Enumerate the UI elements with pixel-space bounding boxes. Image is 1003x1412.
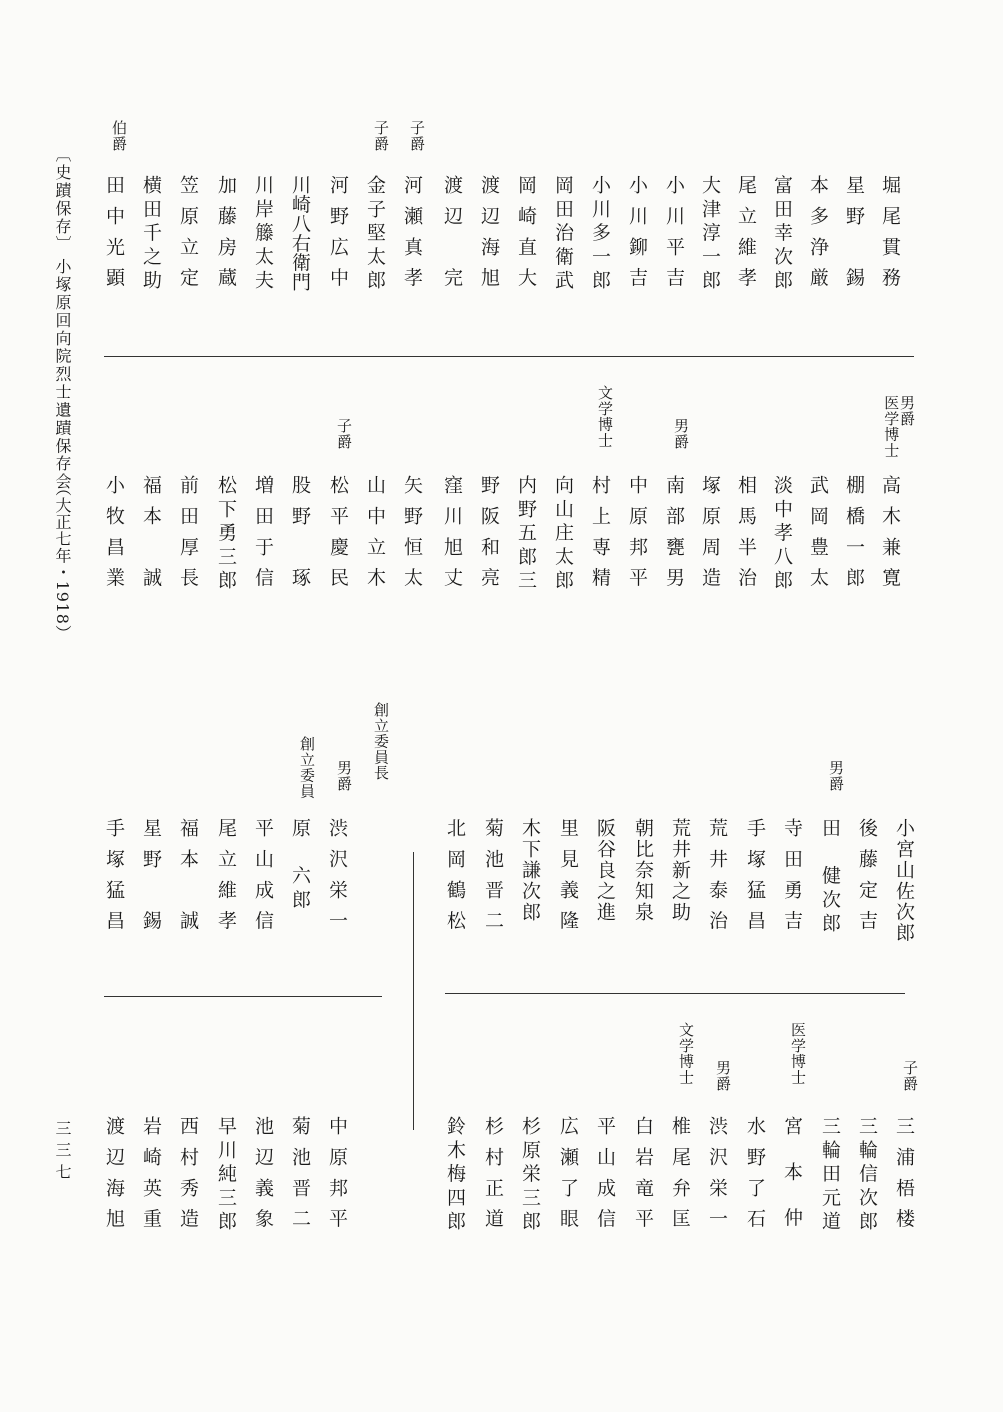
name-entry: 松下勇三郎 [215, 475, 237, 594]
role-title: 創立委員長 [372, 702, 390, 781]
name-entry: 早川純三郎 [215, 1116, 237, 1235]
name-entry: 前田厚長 [177, 475, 199, 599]
name-entry: 三輪信次郎 [856, 1116, 878, 1235]
name-entry: 原 六郎 [289, 818, 311, 913]
name-entry: 星野 錫 [140, 818, 162, 942]
name-entry: 平山成信 [252, 818, 274, 942]
name-entry: 水野了石 [744, 1116, 766, 1240]
name-entry: 星野 錫 [843, 175, 865, 299]
page-number: 三三七 [53, 1120, 72, 1185]
title-label [400, 120, 424, 152]
title-label [327, 760, 351, 792]
title-label [669, 1022, 693, 1085]
name-entry: 尾立維孝 [735, 175, 757, 299]
name-entry: 内野五郎三 [515, 475, 537, 594]
name-entry: 菊池晋二 [482, 818, 504, 942]
name-entry: 荒井泰治 [706, 818, 728, 942]
name-entry: 武岡豊太 [807, 475, 829, 599]
name-entry: 河野広中 [327, 175, 349, 299]
name-entry: 中原邦平 [626, 475, 648, 599]
name-entry: 椎尾弁匡 [669, 1116, 691, 1240]
rank-title: 子爵 [408, 120, 426, 152]
name-entry: 富田幸次郎 [771, 175, 793, 294]
name-entry: 小川平吉 [663, 175, 685, 299]
name-entry: 寺田勇吉 [781, 818, 803, 942]
name-entry: 尾立維孝 [215, 818, 237, 942]
title-label [893, 1060, 917, 1092]
name-entry: 手塚猛昌 [744, 818, 766, 942]
name-entry: 矢野恒太 [401, 475, 423, 599]
name-entry: 笠原立定 [177, 175, 199, 299]
name-entry: 中原邦平 [326, 1116, 348, 1240]
name-entry: 三輪田元道 [819, 1116, 841, 1235]
name-entry: 渋沢栄一 [326, 818, 348, 942]
title-label [874, 395, 914, 458]
title-label [819, 760, 843, 792]
role-title: 創立委員 [298, 736, 316, 799]
name-entry: 堀尾貫務 [879, 175, 901, 299]
name-entry: 白岩竜平 [632, 1116, 654, 1240]
name-entry: 川崎八右衛門 [289, 175, 311, 292]
rank-title: 子爵 [335, 418, 353, 450]
name-entry: 三浦梧楼 [893, 1116, 915, 1240]
date-label: （大正七年・1918） [53, 480, 72, 642]
name-entry: 相馬半治 [735, 475, 757, 599]
name-entry: 福本 誠 [177, 818, 199, 942]
rank-title: 男爵 [672, 418, 690, 450]
title-label [102, 120, 126, 152]
rank-title: 男爵 [898, 395, 916, 427]
name-entry: 本多浄厳 [807, 175, 829, 299]
name-entry: 北岡鶴松 [444, 818, 466, 942]
divider-line [445, 993, 905, 994]
rank-title: 男爵 [335, 760, 353, 792]
name-entry: 山中立木 [364, 475, 386, 599]
divider-line [104, 996, 382, 997]
title-label [290, 736, 314, 799]
name-entry: 小牧昌業 [103, 475, 125, 599]
name-entry: 菊池晋二 [289, 1116, 311, 1240]
name-entry: 後藤定吉 [856, 818, 878, 942]
name-entry: 福本 誠 [140, 475, 162, 599]
name-entry: 窪川旭丈 [441, 475, 463, 599]
name-entry: 横田千之助 [140, 175, 162, 294]
name-entry: 木下謙次郎 [519, 818, 541, 923]
name-entry: 田中光顕 [103, 175, 125, 299]
name-entry: 小川鉚吉 [626, 175, 648, 299]
rank-title: 伯爵 [110, 120, 128, 152]
name-entry: 加藤房蔵 [215, 175, 237, 299]
rank-title: 子爵 [372, 120, 390, 152]
name-entry: 河瀬真孝 [401, 175, 423, 299]
name-entry: 渡辺 完 [441, 175, 463, 299]
name-entry: 渡辺海旭 [103, 1116, 125, 1240]
publisher-label: 小塚原回向院烈士遺蹟保存会 [53, 258, 72, 491]
rank-title: 子爵 [901, 1060, 919, 1092]
name-entry: 西村秀造 [177, 1116, 199, 1240]
name-entry: 棚橋一郎 [843, 475, 865, 599]
name-entry: 杉原栄三郎 [519, 1116, 541, 1235]
name-entry: 増田于信 [252, 475, 274, 599]
name-entry: 股野 琢 [289, 475, 311, 599]
name-entry: 宮 本 仲 [781, 1116, 803, 1230]
name-entry: 荒井新之助 [669, 818, 691, 923]
section-label: 〔史蹟保存〕 [53, 146, 72, 254]
name-entry: 川岸籐太夫 [252, 175, 274, 294]
name-entry: 岩崎英重 [140, 1116, 162, 1240]
name-entry: 阪谷良之進 [594, 818, 616, 923]
name-entry: 岡崎直大 [515, 175, 537, 299]
name-entry: 田 健次郎 [819, 818, 841, 937]
title-label [706, 1060, 730, 1092]
divider-line [104, 356, 914, 357]
name-entry: 金子堅太郎 [364, 175, 386, 294]
name-entry: 渋沢栄一 [706, 1116, 728, 1240]
name-entry: 里見義隆 [557, 818, 579, 942]
name-entry: 南部甕男 [663, 475, 685, 599]
degree-title: 文学博士 [596, 385, 614, 448]
name-entry: 松平慶民 [327, 475, 349, 599]
name-entry: 手塚猛昌 [103, 818, 125, 942]
name-entry: 大津淳一郎 [699, 175, 721, 294]
name-entry: 高木兼寛 [879, 475, 901, 599]
degree-title: 医学博士 [789, 1022, 807, 1085]
name-entry: 広瀬了眼 [557, 1116, 579, 1240]
name-entry: 渡辺海旭 [478, 175, 500, 299]
vertical-divider [413, 852, 414, 1130]
name-entry: 塚原周造 [699, 475, 721, 599]
name-entry: 杉村正道 [482, 1116, 504, 1240]
degree-title: 文学博士 [677, 1022, 695, 1085]
name-entry: 向山庄太郎 [552, 475, 574, 594]
name-entry: 小川多一郎 [589, 175, 611, 294]
name-entry: 鈴木梅四郎 [444, 1116, 466, 1235]
name-entry: 朝比奈知泉 [632, 818, 654, 923]
name-entry: 野阪和亮 [478, 475, 500, 599]
degree-title: 医学博士 [882, 395, 901, 458]
name-entry: 淡中孝八郎 [771, 475, 793, 594]
name-entry: 平山成信 [594, 1116, 616, 1240]
name-entry: 池辺義象 [252, 1116, 274, 1240]
name-entry: 小宮山佐次郎 [893, 818, 915, 944]
title-label [327, 418, 351, 450]
name-entry: 岡田治衛武 [552, 175, 574, 294]
rank-title: 男爵 [714, 1060, 732, 1092]
title-label [781, 1022, 805, 1085]
title-label [588, 385, 612, 448]
name-entry: 村上専精 [589, 475, 611, 599]
rank-title: 男爵 [827, 760, 845, 792]
title-label [664, 418, 688, 450]
title-label [364, 120, 388, 152]
title-label [364, 702, 388, 781]
